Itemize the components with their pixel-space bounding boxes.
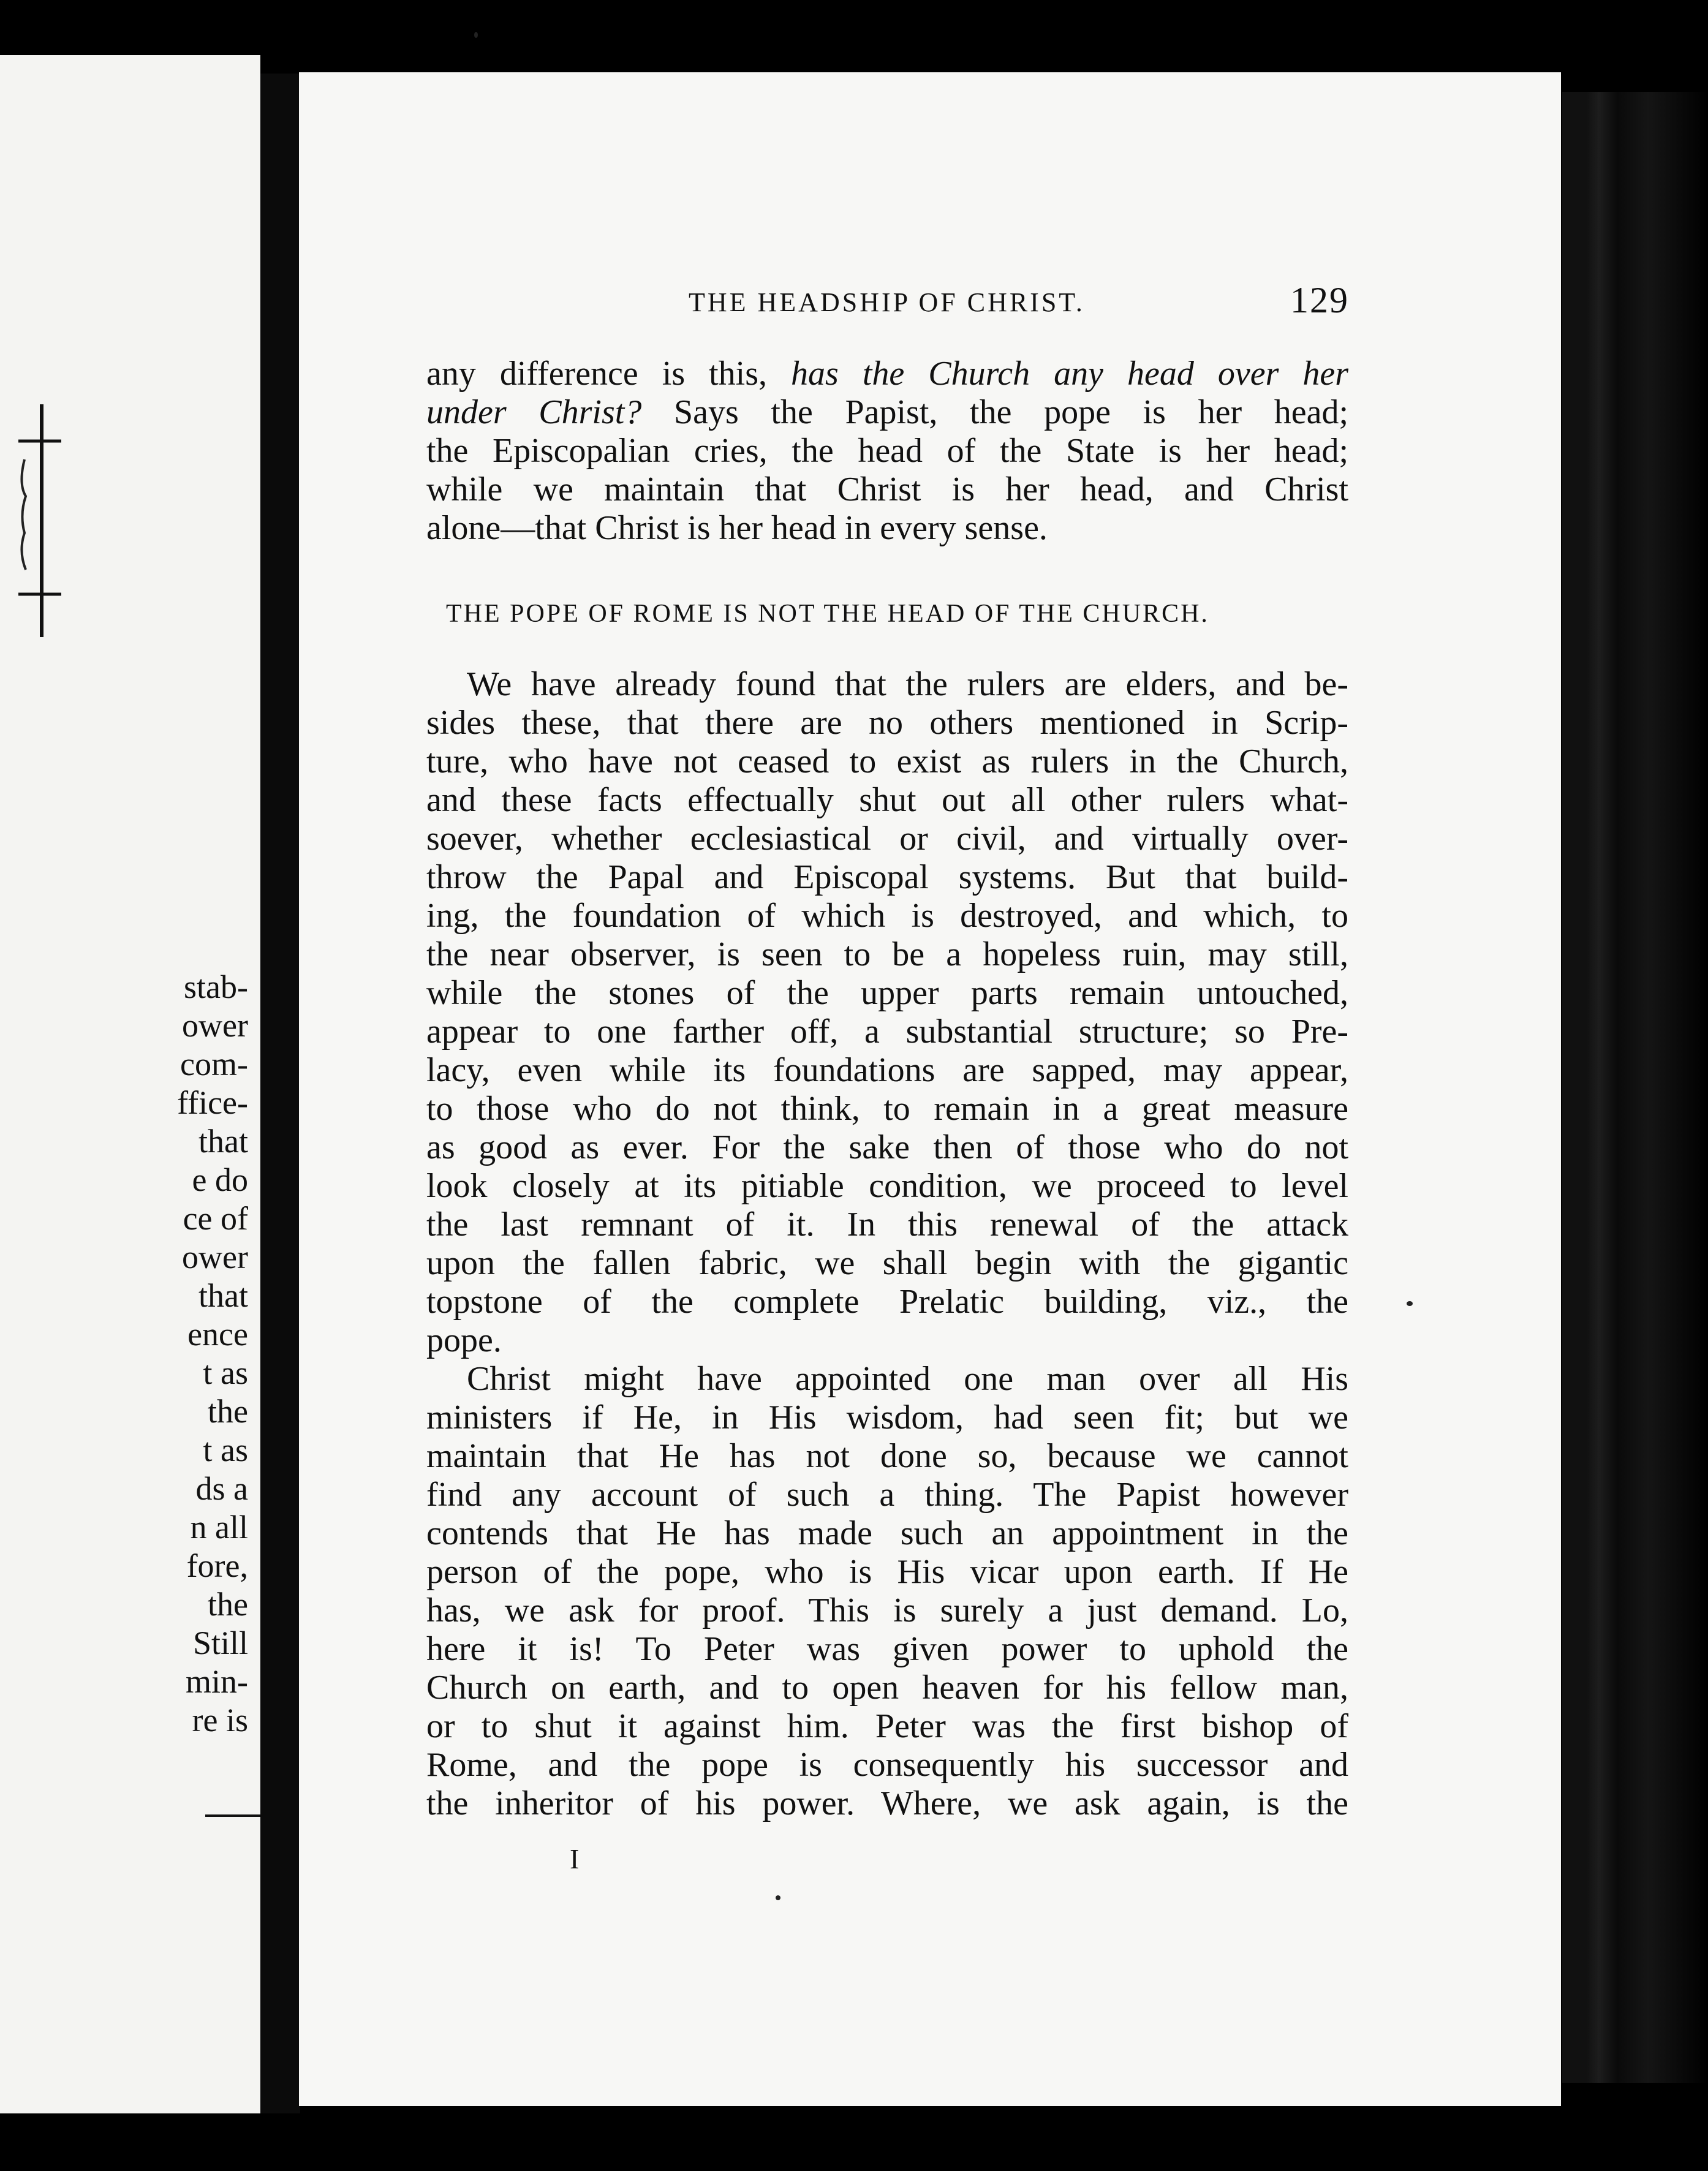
left-fragment-line: ffice- xyxy=(177,1084,248,1121)
text-line: appear to one farther off, a substantial structure; so Pre- xyxy=(426,1013,1348,1051)
left-fragment-line: n all xyxy=(190,1509,248,1546)
text-line xyxy=(426,509,1348,548)
left-fragment-line: ower xyxy=(182,1239,248,1275)
left-fragment-line: stab- xyxy=(184,968,248,1005)
text-line: throw the Papal and Episcopal systems. But that build- xyxy=(426,858,1348,896)
left-fragment-line: ower xyxy=(182,1007,248,1044)
text-line xyxy=(426,470,1348,509)
left-fragment-line: ce of xyxy=(183,1200,248,1237)
text-line xyxy=(426,393,1348,432)
running-head: THE HEADSHIP OF CHRIST. xyxy=(689,287,1085,317)
speck xyxy=(1407,1301,1413,1306)
text-line: to those who do not think, to remain in a great measure xyxy=(426,1090,1348,1128)
left-page-rule xyxy=(205,1814,260,1817)
text-line: the inheritor of his power. Where, we ask again, is the xyxy=(426,1784,1348,1822)
left-page-fragment xyxy=(0,55,260,2113)
text-line: sides these, that there are no others mentioned in Scrip- xyxy=(426,704,1348,742)
text-line xyxy=(426,355,1348,393)
text-line: ministers if He, in His wisdom, had seen fit; but we xyxy=(426,1399,1348,1437)
italic-phrase: under Christ? xyxy=(426,393,642,431)
body-paragraphs xyxy=(426,665,1348,1823)
text-line: maintain that He has not done so, because we cannot xyxy=(426,1437,1348,1475)
left-fragment-line: that xyxy=(198,1277,248,1314)
text-line: the last remnant of it. In this renewal of the attack xyxy=(426,1206,1348,1244)
text-run: while we maintain that Christ is her head, and Christ xyxy=(426,470,1348,508)
speck xyxy=(474,32,478,38)
text-line: ture, who have not ceased to exist as rulers in the Church, xyxy=(426,742,1348,780)
left-fragment-line: t as xyxy=(203,1432,248,1468)
text-line: or to shut it against him. Peter was the first bishop of xyxy=(426,1707,1348,1745)
text-line: look closely at its pitiable condition, we proceed to level xyxy=(426,1167,1348,1205)
text-run: Says the Papist, the pope is her head; xyxy=(641,393,1349,431)
text-line: the near observer, is seen to be a hopeless ruin, may still, xyxy=(426,935,1348,973)
text-run: alone—that Christ is her head in every sense. xyxy=(426,509,1048,547)
speck xyxy=(776,1895,780,1900)
page-edges xyxy=(1562,92,1708,2083)
book-gutter xyxy=(260,74,300,2113)
left-fragment-line: com- xyxy=(180,1046,248,1082)
text-run: any difference is this, xyxy=(426,355,792,393)
text-line: lacy, even while its foundations are sapped, may appear, xyxy=(426,1051,1348,1089)
left-fragment-line: that xyxy=(198,1123,248,1160)
text-line: has, we ask for proof. This is surely a just demand. Lo, xyxy=(426,1591,1348,1629)
text-line: We have already found that the rulers are elders, and be- xyxy=(467,665,1348,703)
text-line xyxy=(426,432,1348,470)
left-fragment-line: fore, xyxy=(186,1547,248,1584)
left-fragment-line: ence xyxy=(187,1316,248,1353)
text-line: contends that He has made such an appointment in the xyxy=(426,1514,1348,1552)
ornament-bracket xyxy=(18,404,61,637)
page-number: 129 xyxy=(1290,280,1349,320)
left-fragment-line: min- xyxy=(186,1663,248,1700)
text-line: pope. xyxy=(426,1321,502,1359)
left-fragment-line: e do xyxy=(192,1161,248,1198)
left-fragment-line: the xyxy=(208,1393,248,1430)
text-line: upon the fallen fabric, we shall begin with the gigantic xyxy=(426,1244,1348,1282)
left-fragment-line: t as xyxy=(203,1354,248,1391)
text-line: while the stones of the upper parts remain untouched, xyxy=(426,974,1348,1012)
text-line: topstone of the complete Prelatic building, viz., the xyxy=(426,1283,1348,1321)
text-run: the Episcopalian cries, the head of the State is her head; xyxy=(426,432,1348,470)
text-line: Christ might have appointed one man over all His xyxy=(467,1360,1348,1398)
text-line: find any account of such a thing. The Papist however xyxy=(426,1476,1348,1514)
left-page-text xyxy=(64,968,248,1740)
intro-paragraph xyxy=(426,355,1348,548)
text-line: and these facts effectually shut out all other rulers what- xyxy=(426,781,1348,819)
section-heading: THE POPE OF ROME IS NOT THE HEAD OF THE CHURCH. xyxy=(446,600,1209,628)
text-line: person of the pope, who is His vicar upon earth. If He xyxy=(426,1553,1348,1591)
text-line: Church on earth, and to open heaven for his fellow man, xyxy=(426,1669,1348,1707)
left-fragment-line: Still xyxy=(192,1625,248,1661)
text-line: as good as ever. For the sake then of those who do not xyxy=(426,1128,1348,1166)
left-fragment-line: the xyxy=(208,1586,248,1623)
left-fragment-line: re is xyxy=(192,1702,248,1739)
italic-phrase: has the Church any head over her xyxy=(791,355,1349,393)
signature-mark: I xyxy=(570,1843,580,1875)
text-line: Rome, and the pope is consequently his successor and xyxy=(426,1746,1348,1784)
text-line: ing, the foundation of which is destroyed, and which, to xyxy=(426,897,1348,935)
text-line: soever, whether ecclesiastical or civil, and virtually over- xyxy=(426,820,1348,858)
text-line: here it is! To Peter was given power to uphold the xyxy=(426,1630,1348,1668)
left-fragment-line: ds a xyxy=(195,1470,248,1507)
